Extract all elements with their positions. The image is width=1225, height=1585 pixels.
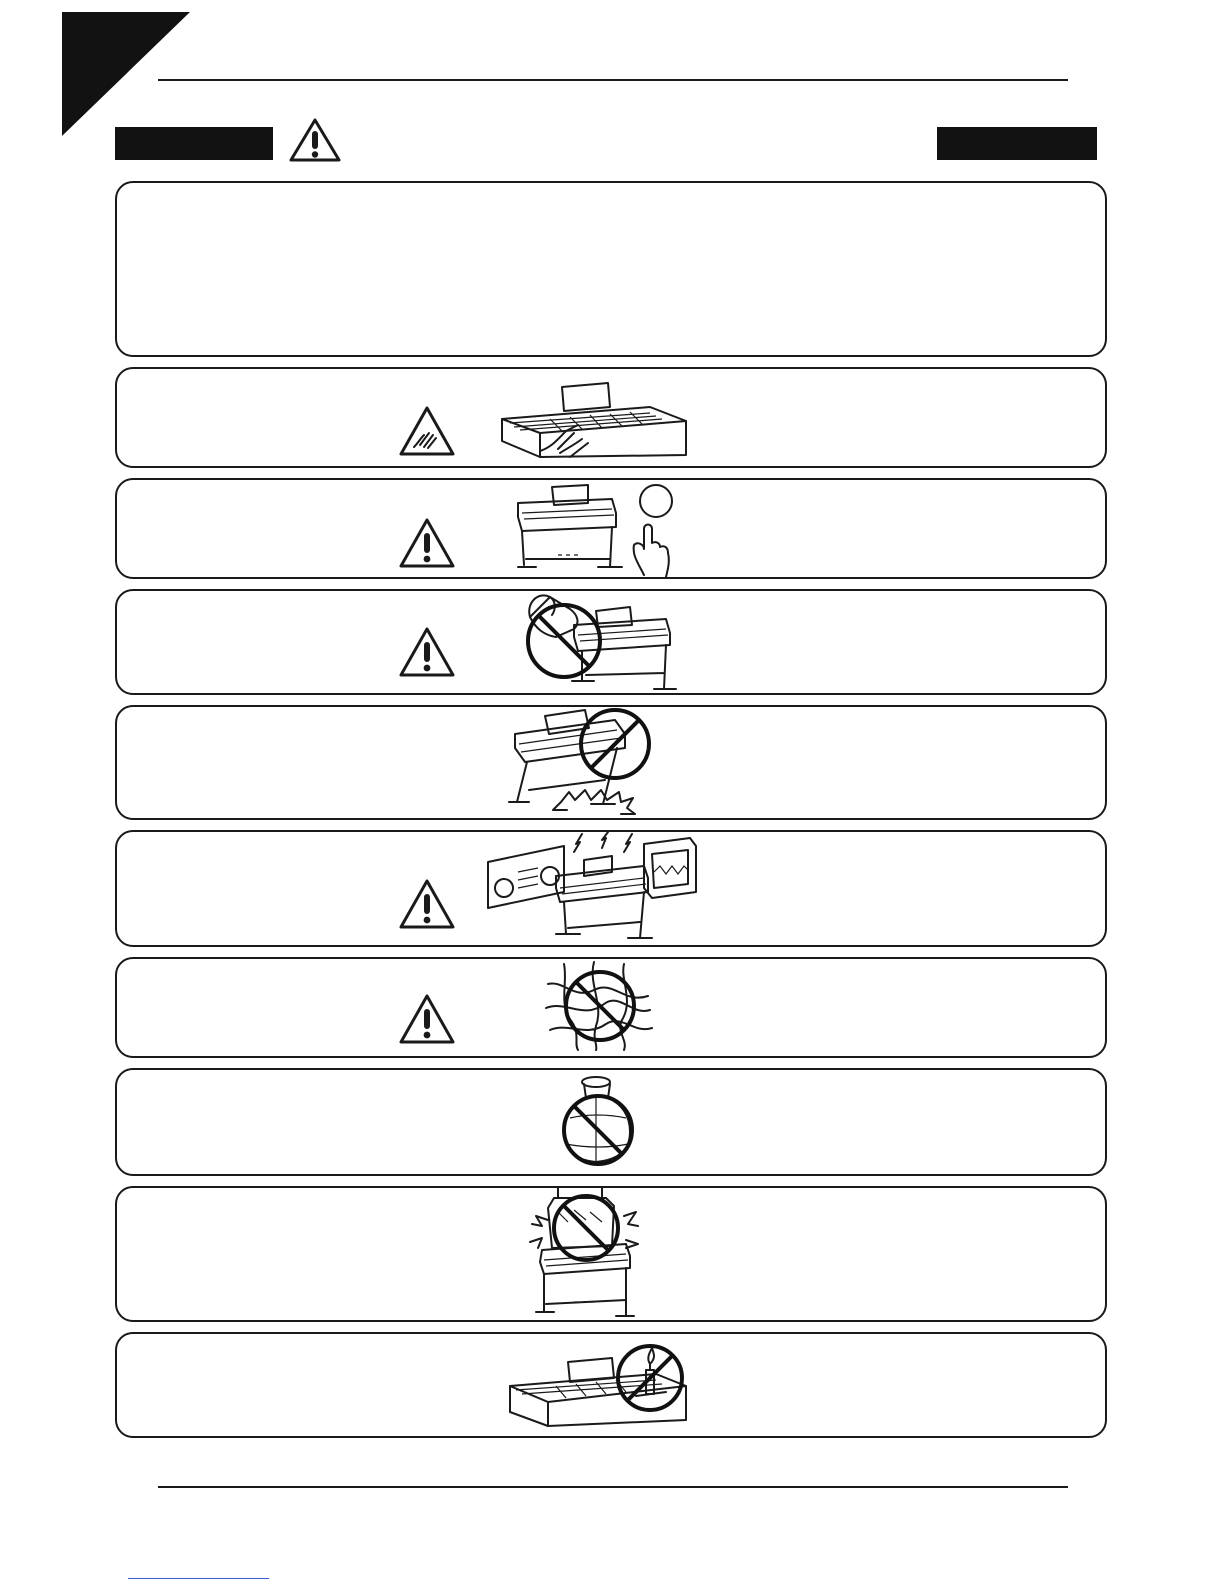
warning-icon <box>398 878 456 930</box>
piano-and-finger-illustration <box>504 483 684 578</box>
warning-icon <box>398 993 456 1045</box>
cables-prohibited-illustration <box>544 960 654 1052</box>
footer-link-underline <box>128 1578 269 1579</box>
top-rule <box>158 79 1068 81</box>
candle-prohibited-illustration <box>506 1340 692 1432</box>
hand-on-keyboard-illustration <box>500 381 700 461</box>
jug-prohibited-illustration <box>520 589 680 691</box>
header-tab-right <box>937 127 1097 160</box>
stereo-piano-tv-illustration <box>484 832 700 942</box>
vase-prohibited-illustration <box>556 1074 640 1174</box>
piano-falling-prohibited-illustration <box>505 706 670 816</box>
header-tab-left <box>115 127 273 160</box>
warning-icon <box>287 116 343 164</box>
bottom-rule <box>158 1486 1068 1488</box>
hand-caution-icon <box>398 405 456 457</box>
warning-icon <box>398 626 456 678</box>
corner-wedge-mark <box>0 0 200 140</box>
intro-notice-box <box>115 181 1107 357</box>
warning-icon <box>398 517 456 569</box>
object-on-piano-prohibited-illustration <box>528 1186 640 1318</box>
